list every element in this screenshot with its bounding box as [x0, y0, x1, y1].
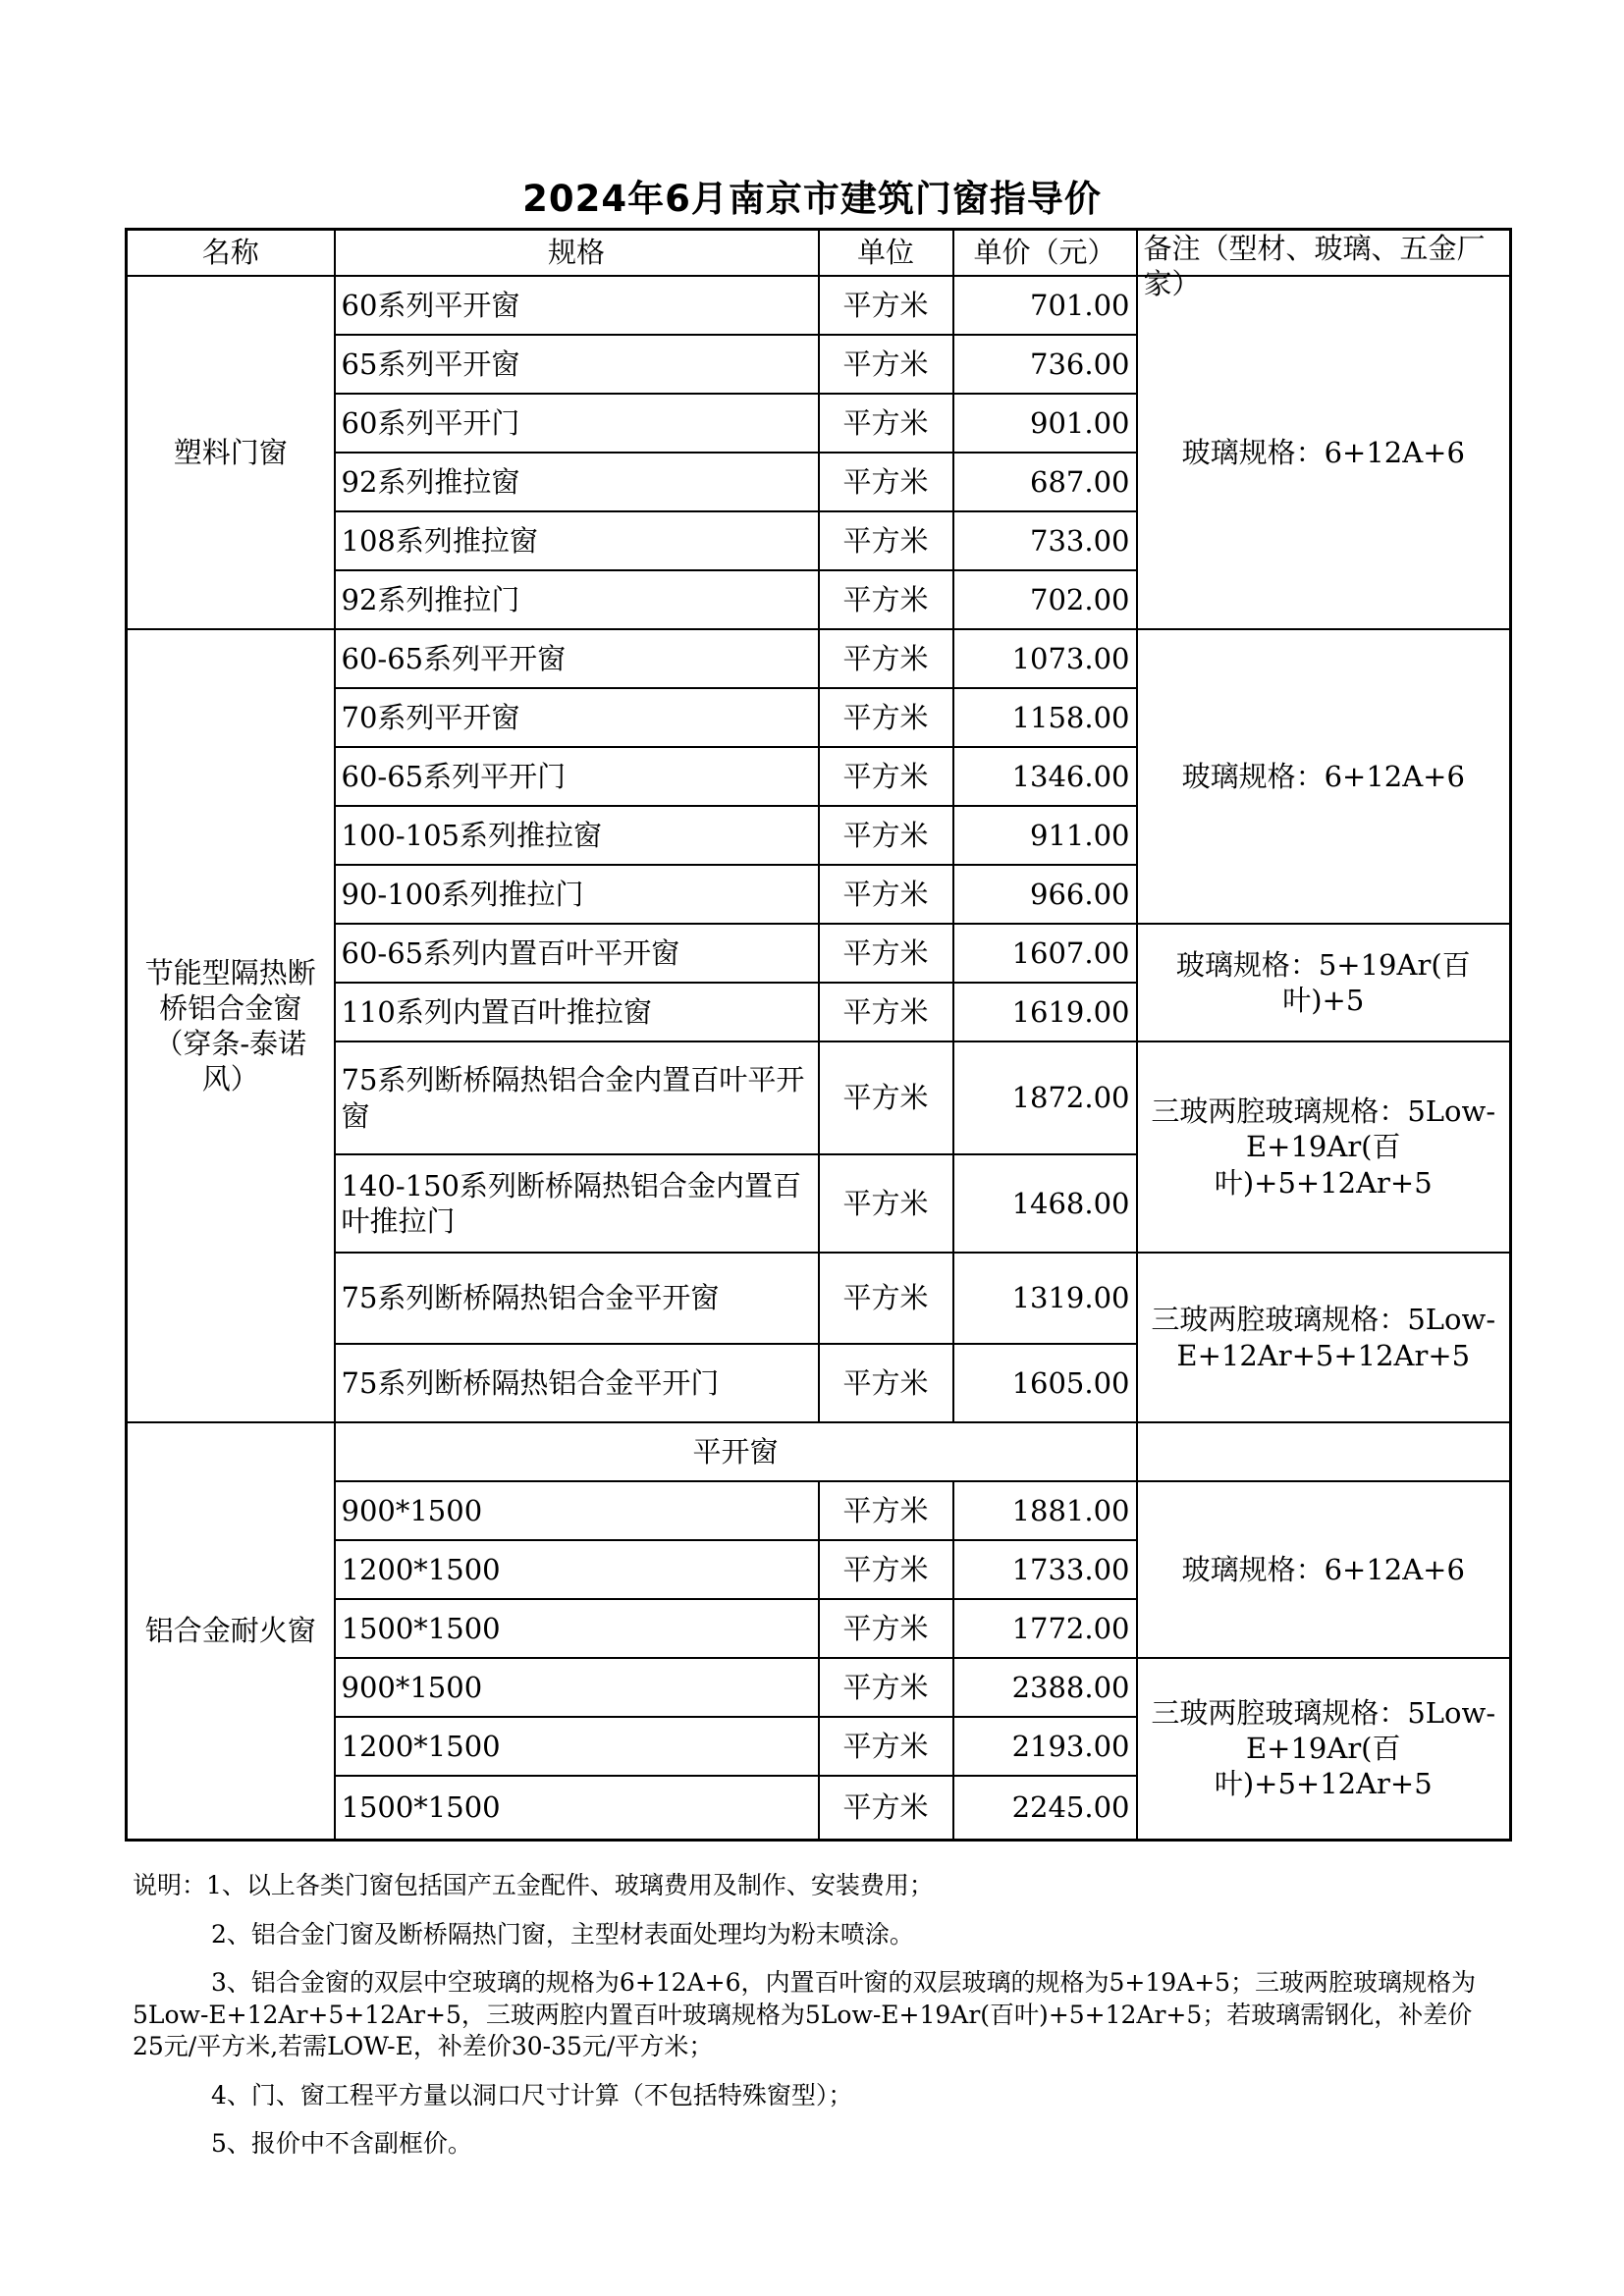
unit-cell: 平方米 — [819, 335, 953, 394]
spec-cell: 1500*1500 — [335, 1776, 819, 1840]
spec-cell: 60系列平开门 — [335, 394, 819, 453]
price-cell: 1881.00 — [953, 1481, 1137, 1540]
spec-cell: 75系列断桥隔热铝合金内置百叶平开窗 — [335, 1041, 819, 1154]
unit-cell: 平方米 — [819, 924, 953, 983]
price-cell: 687.00 — [953, 453, 1137, 511]
price-cell: 1319.00 — [953, 1253, 1137, 1344]
price-cell: 966.00 — [953, 865, 1137, 924]
remark-cell: 三玻两腔玻璃规格：5Low-E+12Ar+5+12Ar+5 — [1137, 1253, 1511, 1422]
unit-cell: 平方米 — [819, 1540, 953, 1599]
note-item: 2、铝合金门窗及断桥隔热门窗，主型材表面处理均为粉末喷涂。 — [211, 1919, 914, 1949]
unit-cell: 平方米 — [819, 394, 953, 453]
table-row — [127, 276, 1511, 335]
price-cell: 2193.00 — [953, 1717, 1137, 1776]
unit-cell: 平方米 — [819, 570, 953, 629]
spec-cell: 70系列平开窗 — [335, 688, 819, 747]
spec-cell: 90-100系列推拉门 — [335, 865, 819, 924]
price-cell: 1733.00 — [953, 1540, 1137, 1599]
spec-cell: 900*1500 — [335, 1658, 819, 1717]
price-cell: 736.00 — [953, 335, 1137, 394]
unit-cell: 平方米 — [819, 865, 953, 924]
table-row — [127, 1041, 1511, 1154]
group-name: 塑料门窗 — [127, 276, 335, 629]
empty-remark-cell — [1137, 1422, 1511, 1481]
price-cell: 1772.00 — [953, 1599, 1137, 1658]
unit-cell: 平方米 — [819, 1041, 953, 1154]
header-price: 单价（元） — [953, 230, 1137, 277]
price-table — [125, 228, 1512, 1842]
group-name: 铝合金耐火窗 — [127, 1422, 335, 1840]
price-cell: 911.00 — [953, 806, 1137, 865]
table-row — [127, 1253, 1511, 1344]
price-cell: 1872.00 — [953, 1041, 1137, 1154]
unit-cell: 平方米 — [819, 806, 953, 865]
remark-cell: 玻璃规格：6+12A+6 — [1137, 629, 1511, 924]
price-cell: 1468.00 — [953, 1154, 1137, 1253]
price-cell: 2388.00 — [953, 1658, 1137, 1717]
spec-cell: 110系列内置百叶推拉窗 — [335, 983, 819, 1041]
unit-cell: 平方米 — [819, 1253, 953, 1344]
table-header-row — [127, 230, 1511, 277]
spec-cell: 108系列推拉窗 — [335, 511, 819, 570]
remark-cell: 三玻两腔玻璃规格：5Low-E+19Ar(百叶)+5+12Ar+5 — [1137, 1041, 1511, 1253]
unit-cell: 平方米 — [819, 276, 953, 335]
price-cell: 901.00 — [953, 394, 1137, 453]
price-cell: 733.00 — [953, 511, 1137, 570]
spec-cell: 65系列平开窗 — [335, 335, 819, 394]
unit-cell: 平方米 — [819, 688, 953, 747]
spec-cell: 92系列推拉窗 — [335, 453, 819, 511]
unit-cell: 平方米 — [819, 1776, 953, 1840]
price-cell: 1607.00 — [953, 924, 1137, 983]
unit-cell: 平方米 — [819, 1154, 953, 1253]
remark-cell: 玻璃规格：6+12A+6 — [1137, 276, 1511, 629]
price-cell: 702.00 — [953, 570, 1137, 629]
unit-cell: 平方米 — [819, 511, 953, 570]
header-name: 名称 — [127, 230, 335, 277]
spec-cell: 1200*1500 — [335, 1540, 819, 1599]
header-unit: 单位 — [819, 230, 953, 277]
spec-cell: 60系列平开窗 — [335, 276, 819, 335]
unit-cell: 平方米 — [819, 1658, 953, 1717]
spec-cell: 100-105系列推拉窗 — [335, 806, 819, 865]
spec-cell: 92系列推拉门 — [335, 570, 819, 629]
unit-cell: 平方米 — [819, 983, 953, 1041]
group-name: 节能型隔热断桥铝合金窗（穿条-泰诺风） — [127, 629, 335, 1422]
price-cell: 1346.00 — [953, 747, 1137, 806]
note-item: 5、报价中不含副框价。 — [211, 2129, 472, 2158]
note-item: 4、门、窗工程平方量以洞口尺寸计算（不包括特殊窗型）； — [211, 2080, 853, 2109]
notes-section — [133, 1870, 1497, 2177]
unit-cell: 平方米 — [819, 453, 953, 511]
header-spec: 规格 — [335, 230, 819, 277]
note-item: 说明：1、以上各类门窗包括国产五金配件、玻璃费用及制作、安装费用； — [133, 1871, 934, 1899]
table-row — [127, 1481, 1511, 1540]
remark-cell: 玻璃规格：5+19Ar(百叶)+5 — [1137, 924, 1511, 1041]
table-row — [127, 629, 1511, 688]
price-cell: 1073.00 — [953, 629, 1137, 688]
page-title: 2024年6月南京市建筑门窗指导价 — [522, 178, 1102, 220]
subheader-cell: 平开窗 — [335, 1422, 1137, 1481]
spec-cell: 140-150系列断桥隔热铝合金内置百叶推拉门 — [335, 1154, 819, 1253]
unit-cell: 平方米 — [819, 1481, 953, 1540]
spec-cell: 75系列断桥隔热铝合金平开门 — [335, 1344, 819, 1422]
price-cell: 2245.00 — [953, 1776, 1137, 1840]
price-cell: 1158.00 — [953, 688, 1137, 747]
table-row — [127, 924, 1511, 983]
unit-cell: 平方米 — [819, 747, 953, 806]
spec-cell: 1200*1500 — [335, 1717, 819, 1776]
spec-cell: 60-65系列内置百叶平开窗 — [335, 924, 819, 983]
remark-cell: 三玻两腔玻璃规格：5Low-E+19Ar(百叶)+5+12Ar+5 — [1137, 1658, 1511, 1840]
unit-cell: 平方米 — [819, 1344, 953, 1422]
price-cell: 1605.00 — [953, 1344, 1137, 1422]
unit-cell: 平方米 — [819, 629, 953, 688]
unit-cell: 平方米 — [819, 1599, 953, 1658]
price-cell: 701.00 — [953, 276, 1137, 335]
price-cell: 1619.00 — [953, 983, 1137, 1041]
header-remark — [1137, 230, 1511, 301]
spec-cell: 900*1500 — [335, 1481, 819, 1540]
note-item: 3、铝合金窗的双层中空玻璃的规格为6+12A+6，内置百叶窗的双层玻璃的规格为5+19A+5；三玻两腔玻璃规格为5Low-E+12Ar+5+12Ar+5，三玻两腔内置百叶玻璃规格为5Low-E+19Ar(百叶)+5+12Ar+5；若玻璃需钢化，补差价25元/平方米,若需LOW-E，补差价30-35元/平方米； — [133, 1968, 1477, 2060]
spec-cell: 60-65系列平开门 — [335, 747, 819, 806]
header-remark-text: 备注（型材、玻璃、五金厂家） — [1143, 232, 1486, 301]
spec-cell: 75系列断桥隔热铝合金平开窗 — [335, 1253, 819, 1344]
spec-cell: 1500*1500 — [335, 1599, 819, 1658]
spec-cell: 60-65系列平开窗 — [335, 629, 819, 688]
remark-cell: 玻璃规格：6+12A+6 — [1137, 1481, 1511, 1658]
unit-cell: 平方米 — [819, 1717, 953, 1776]
table-row — [127, 1422, 1511, 1481]
table-row — [127, 1658, 1511, 1717]
